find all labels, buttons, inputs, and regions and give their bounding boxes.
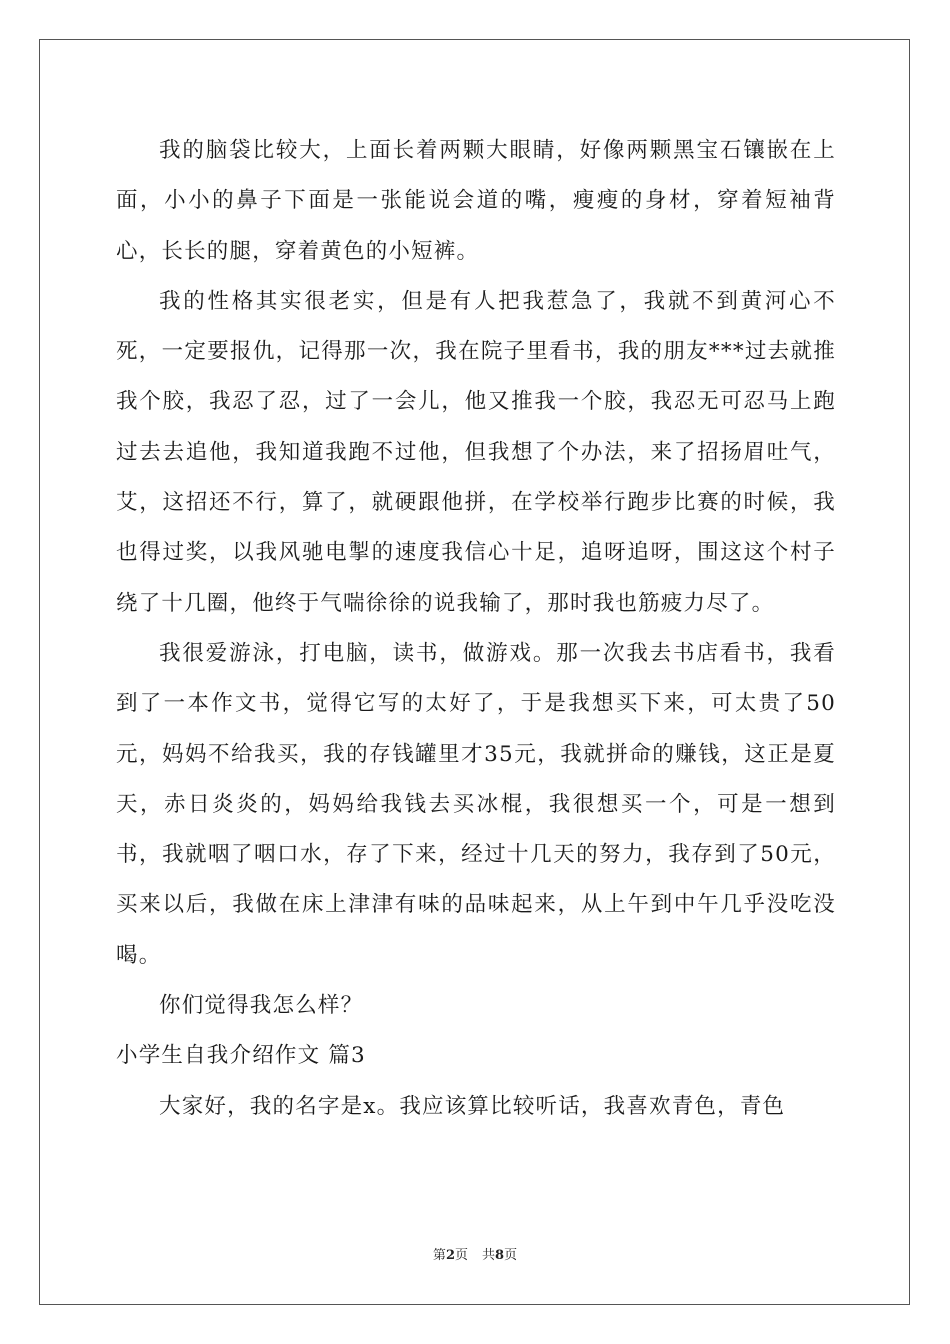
- page-footer: [0, 1244, 950, 1263]
- paragraph-intro: 大家好，我的名字是x。我应该算比较听话，我喜欢青色，青色: [159, 1093, 786, 1119]
- footer-page-suffix: 页: [454, 1248, 468, 1263]
- paragraph-hobbies: 我很爱游泳，打电脑，读书，做游戏。那一次我去书店看书，我看到了一本作文书，觉得它写的太好了，于是我想买下来，可太贵了50元，妈妈不给我买，我的存钱罐里才35元，我就拼命的赚钱，这正是夏天，赤日炎炎的，妈妈给我钱去买冰棍，我很想买一个，可是一想到书，我就咽了咽口水，存了下来，经过十几天的努力，我存到了50元，买来以后，我做在床上津津有味的品味起来，从上午到中午几乎没吃没喝。: [116, 640, 836, 968]
- paragraph-personality: 我的性格其实很老实，但是有人把我惹急了，我就不到黄河心不死，一定要报仇，记得那一次，我在院子里看书，我的朋友***过去就推我个胶，我忍了忍，过了一会儿，他又推我一个胶，我忍无可忍马上跑过去去追他，我知道我跑不过他，但我想了个办法，来了招扬眉吐气，艾，这招还不行，算了，就硬跟他拼，在学校举行跑步比赛的时候，我也得过奖，以我风驰电掣的速度我信心十足，追呀追呀，围这这个村子绕了十几圈，他终于气喘徐徐的说我输了，那时我也筋疲力尽了。: [116, 288, 836, 616]
- document-body: [116, 126, 836, 1132]
- footer-page-prefix: 第: [432, 1248, 446, 1263]
- footer-total-number: 8: [495, 1248, 505, 1263]
- section-heading: 小学生自我介绍作文 篇3: [116, 1043, 366, 1069]
- paragraph-appearance: 我的脑袋比较大，上面长着两颗大眼睛，好像两颗黑宝石镶嵌在上面，小小的鼻子下面是一张能说会道的嘴，瘦瘦的身材，穿着短袖背心，长长的腿，穿着黄色的小短裤。: [116, 138, 836, 264]
- footer-total-prefix: 共: [482, 1248, 496, 1263]
- footer-total-suffix: 页: [504, 1248, 518, 1263]
- footer-page-number: 2: [445, 1248, 455, 1263]
- paragraph-question: 你们觉得我怎么样？: [159, 993, 364, 1019]
